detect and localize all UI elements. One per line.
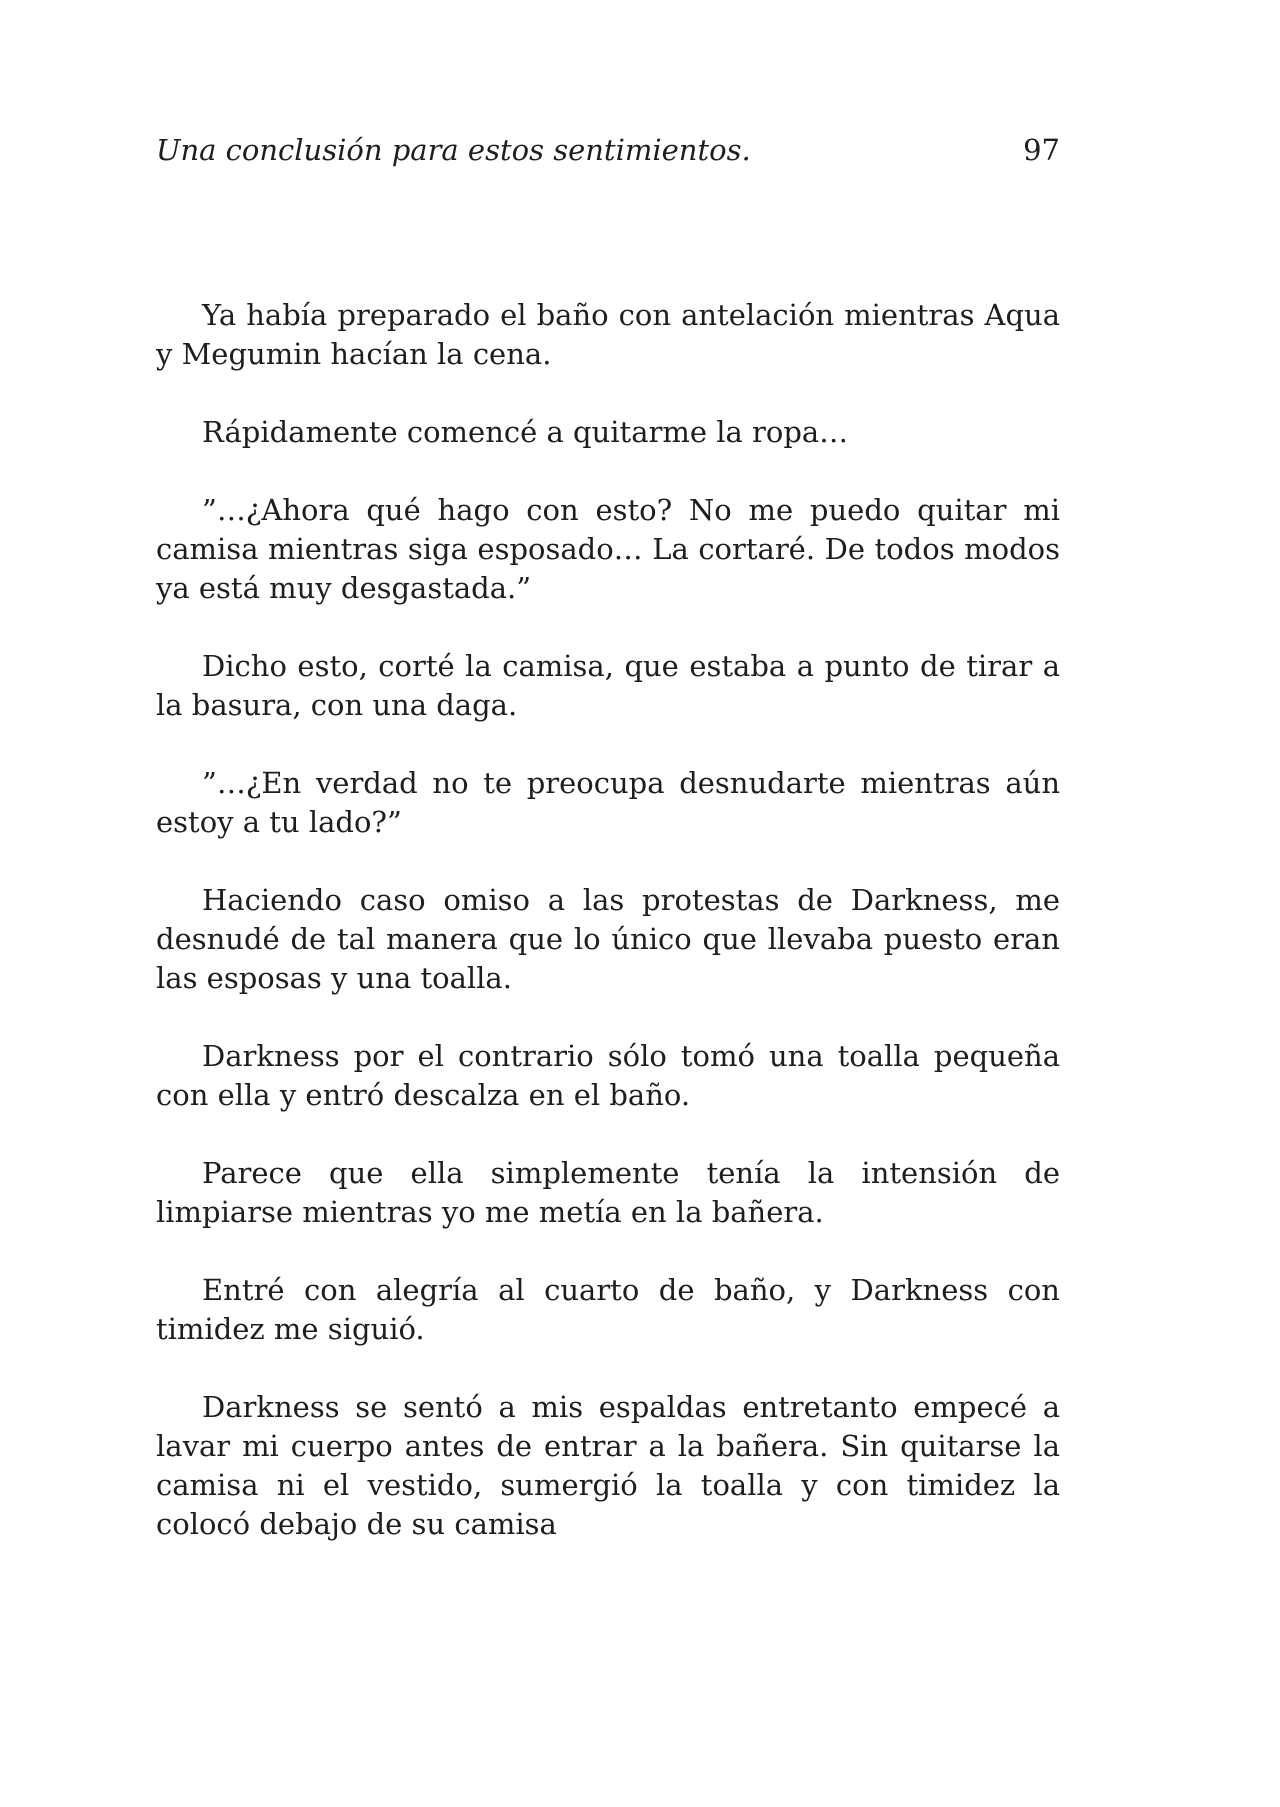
paragraph: ”…¿Ahora qué hago con esto? No me puedo quitar mi camisa mientras siga esposado… La cortaré. De todos modos ya está muy desgastada.” xyxy=(156,493,1060,605)
paragraph: Ya había preparado el baño con antelación mientras Aqua y Megumin hacían la cena. xyxy=(156,298,1060,371)
paragraph: Dicho esto, corté la camisa, que estaba a punto de tirar a la basura, con una daga. xyxy=(156,649,1060,722)
running-head xyxy=(156,130,1060,170)
paragraph: Darkness por el contrario sólo tomó una toalla pequeña con ella y entró descalza en el baño. xyxy=(156,1039,1060,1112)
chapter-title: Una conclusión para estos sentimientos. xyxy=(156,133,751,167)
paragraph: Darkness se sentó a mis espaldas entretanto empecé a lavar mi cuerpo antes de entrar a la bañera. Sin quitarse la camisa ni el vestido, sumergió la toalla y con timidez la colocó debajo de su camisa xyxy=(156,1390,1060,1541)
body-text xyxy=(156,296,1060,1583)
paragraph: ”…¿En verdad no te preocupa desnudarte mientras aún estoy a tu lado?” xyxy=(156,766,1060,839)
page-number: 97 xyxy=(1023,133,1060,167)
paragraph: Entré con alegría al cuarto de baño, y Darkness con timidez me siguió. xyxy=(156,1273,1060,1346)
paragraph: Parece que ella simplemente tenía la intensión de limpiarse mientras yo me metía en la bañera. xyxy=(156,1156,1060,1229)
paragraph: Rápidamente comencé a quitarme la ropa… xyxy=(202,415,849,449)
paragraph: Haciendo caso omiso a las protestas de Darkness, me desnudé de tal manera que lo único que llevaba puesto eran las esposas y una toalla. xyxy=(156,883,1060,995)
